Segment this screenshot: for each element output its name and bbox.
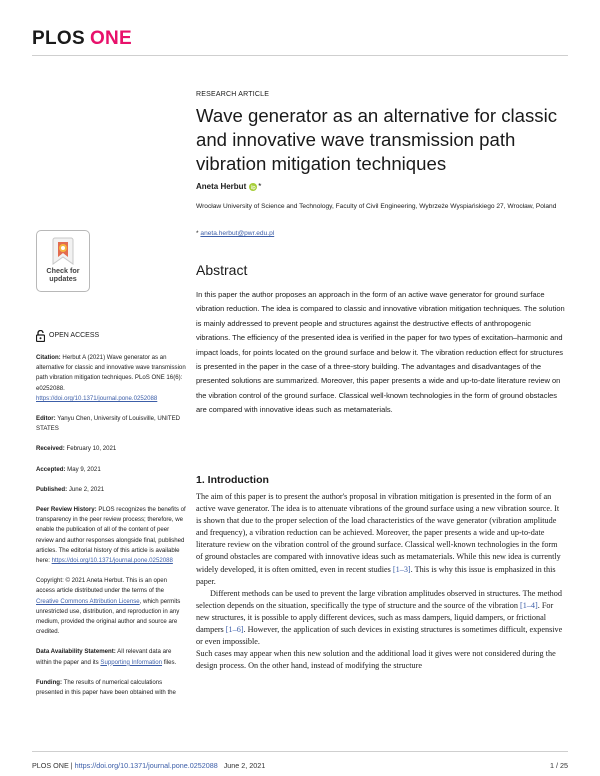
paragraph-text: The aim of this paper is to present the author's proposal in vibration mitigation is presented in the form of an active wave generator. The idea is to attenuate vibrations of the ground surface using a new vibration source. It is shown that due to the proper selection of the load characteristics of the wave generator (vibration amplitude and frequency), a vibration reduction can be achieved. Moreover, the paper presents a wide and up-to-date literature review on the vibration control of the ground surface. Classical well-known technologies in the form of ground obstacles are compared with innovative ideas such as metamaterials. While this new idea is currently widely developed, it is often omitted, even in recent studies [196, 492, 561, 574]
abstract-text: In this paper the author proposes an approach in the form of an active wave generator for ground surface vibration reduction. The idea is compared to classic and innovative vibration mitigation techniques. The solution is mainly addressed to prevent people and structures against the destructive effects of anthropogenic vibrations. The efficiency of the presented idea is verified in the paper for two types of excitation–harmonic and impact loads, for points located on the ground surface and below it. The vibration reduction effect for structures is presented in the paper in the case of a three-story building. The advantages and disadvantages of the presented solutions are summarized. Moreover, this paper presents a wide and up-to-date literature review on the vibration control of the ground surface. Classical well-known technologies in the form of ground obstacles are compared with innovative ideas such as metamaterials. [196, 290, 565, 415]
data-availability-text: All relevant data are within the paper and its [36, 648, 172, 666]
affiliation: Wrocław University of Science and Technology, Faculty of Civil Engineering, Wybrzeże Wyspiańskiego 27, Wrocław, Poland [196, 203, 557, 210]
introduction-heading: 1. Introduction [196, 474, 269, 486]
email-line [196, 230, 274, 237]
footer-doi-link[interactable]: https://doi.org/10.1371/journal.pone.0252088 [74, 761, 218, 770]
citation-label: Citation: [36, 354, 61, 361]
published-label: Published: [36, 485, 68, 493]
editor-text: Yanyu Chen, University of Louisville, UNITED STATES [36, 415, 181, 433]
email-marker: * [196, 230, 199, 237]
introduction-body [196, 491, 566, 672]
copyright-text: Copyright: © 2021 Aneta Herbut. This is an open access article distributed under the terms of the [36, 577, 168, 595]
email-link[interactable]: aneta.herbut@pwr.edu.pl [200, 230, 275, 237]
supporting-information-link[interactable]: Supporting Information [100, 658, 163, 666]
paragraph-text: . For new structures, it is possible to apply different devices, such as mass dampers, liquid dampers, or frictional dampers [196, 600, 554, 635]
accepted-date: May 9, 2021 [67, 465, 101, 473]
logo-plos: PLOS [32, 28, 85, 49]
orcid-icon[interactable] [249, 183, 257, 191]
logo-one: ONE [89, 28, 133, 49]
footer-date: June 2, 2021 [223, 761, 266, 770]
received-date: February 10, 2021 [66, 445, 117, 453]
page-footer [32, 761, 265, 770]
paragraph-text: . However, the application of such devices in existing structures is sometimes difficult, expensive or even impossible. [196, 625, 563, 647]
funding [36, 678, 186, 698]
license-link[interactable]: Creative Commons Attribution License [36, 597, 140, 605]
open-lock-icon [36, 330, 45, 342]
funding-label: Funding: [36, 678, 63, 686]
reference-link[interactable]: [1–4] [520, 600, 538, 610]
accepted-label: Accepted: [36, 465, 66, 473]
accepted [36, 465, 186, 475]
data-availability-text-end: files. [163, 658, 177, 666]
peer-review-label: Peer Review History: [36, 506, 97, 514]
author-line [196, 182, 261, 191]
peer-review-text: PLOS recognizes the benefits of transparency in the peer review process; therefore, we enable the publication of all of the content of peer review and author responses alongside final, published articles. The editorial history of this article is available here: [36, 506, 186, 565]
data-availability-label: Data Availability Statement: [36, 648, 116, 656]
footer-separator: | [68, 761, 75, 770]
badge-line2: updates [49, 274, 77, 283]
abstract-heading: Abstract [196, 262, 248, 278]
funding-text: The results of numerical calculations presented in this paper have been obtained with the [36, 678, 176, 697]
citation-text: Herbut A (2021) Wave generator as an alternative for classic and innovative wave transmission path vibration mitigation techniques. PLoS ONE 16(6): e0252088. [36, 354, 186, 392]
paragraph [196, 491, 566, 588]
data-availability [36, 647, 186, 667]
citation-doi-link[interactable]: https://doi.org/10.1371/journal.pone.0252088 [36, 394, 158, 402]
paragraph: Such cases may appear when this new solution and the additional load it gives were not considered during the design process. On the other hand, instead of modifying the structure [196, 649, 556, 671]
editor [36, 414, 186, 434]
article-type: RESEARCH ARTICLE [196, 91, 270, 98]
corresponding-marker: * [258, 182, 262, 191]
published-date: June 2, 2021 [68, 485, 105, 493]
page-number: 1 / 25 [550, 761, 568, 770]
journal-logo[interactable] [32, 28, 132, 50]
reference-link[interactable]: [1–3] [392, 564, 411, 574]
article-title: Wave generator as an alternative for classic and innovative wave transmission path vibration mitigation techniques [196, 105, 558, 174]
bookmark-icon [50, 236, 76, 266]
peer-review-history [36, 505, 186, 566]
metadata-sidebar [36, 330, 186, 708]
paragraph-text: . This is why this issue is emphasized in this paper. [196, 564, 556, 586]
citation [36, 353, 186, 404]
copyright [36, 576, 186, 637]
author-name[interactable]: Aneta Herbut [196, 182, 247, 191]
check-for-updates-badge[interactable] [36, 230, 90, 292]
paragraph [196, 588, 566, 648]
reference-link[interactable]: [1–6] [225, 625, 244, 635]
paragraph-text: Different methods can be used to prevent the large vibration amplitudes observed in structures. The method selection depends on the situation, specifically the type of structure and the source of the vibration [196, 588, 562, 610]
received [36, 444, 186, 454]
published [36, 485, 186, 495]
editor-label: Editor: [36, 415, 56, 423]
badge-line1: Check for [46, 266, 80, 275]
open-access[interactable] [36, 330, 186, 342]
peer-review-link[interactable]: https://doi.org/10.1371/journal.pone.0252088 [51, 557, 173, 565]
open-access-label: OPEN ACCESS [49, 331, 100, 339]
header-divider [32, 55, 568, 56]
copyright-text-end: , which permits unrestricted use, distribution, and reproduction in any medium, provided the original author and source are credited. [36, 597, 181, 636]
footer-journal: PLOS ONE [32, 761, 69, 770]
footer-divider [32, 751, 568, 752]
received-label: Received: [36, 445, 65, 453]
